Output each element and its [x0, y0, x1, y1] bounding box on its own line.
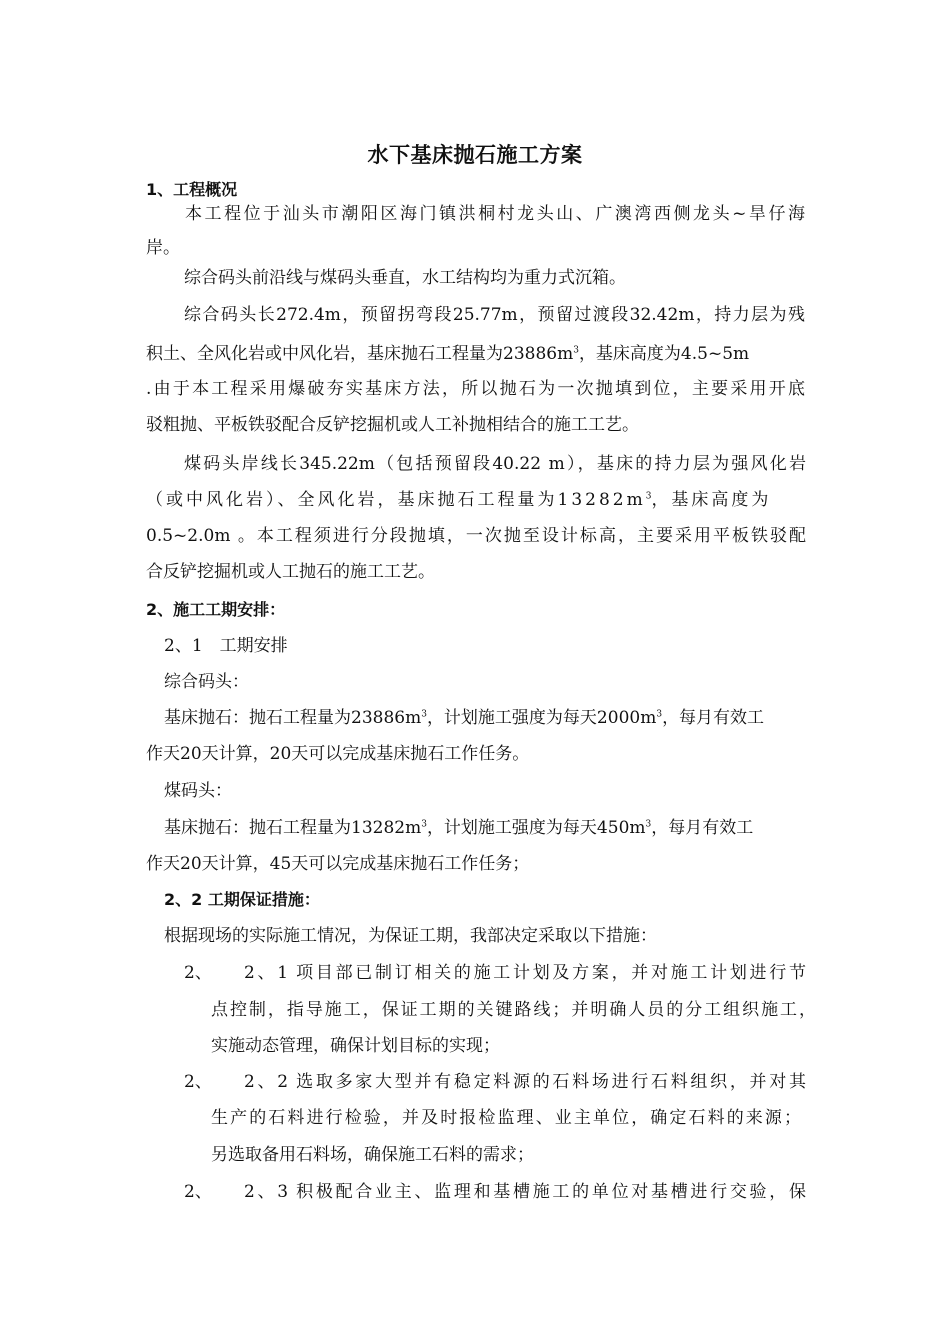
list-item-line: 生产的石料进行检验，并及时报检监理、业主单位，确定石料的来源； [211, 1108, 801, 1128]
paragraph-line: 驳粗抛、平板铁驳配合反铲挖掘机或人工补抛相结合的施工工艺。 [146, 415, 639, 435]
text-segment: ，每月有效工 [651, 818, 754, 838]
text-segment: 基床抛石：抛石工程量为13282m [164, 818, 422, 838]
paragraph-line: .由于本工程采用爆破夯实基床方法，所以抛石为一次抛填到位，主要采用开底 [146, 379, 805, 399]
subsection-heading-bold: 2、2 工期保证措施： [164, 890, 320, 909]
text-segment: ，每月有效工 [662, 708, 765, 728]
paragraph-line: 合反铲挖掘机或人工抛石的施工工艺。 [146, 562, 435, 582]
paragraph-line-with-sup [164, 706, 806, 730]
list-number: 2、 [184, 1182, 212, 1202]
text-segment: ，基床高度为4.5~5m [578, 344, 750, 364]
paragraph-line: 煤码头岸线长345.22m（包括预留段40.22 m），基床的持力层为强风化岩 [184, 454, 806, 474]
paragraph-line: 岸。 [146, 238, 180, 258]
section-heading-2: 2、施工工期安排： [146, 600, 286, 619]
section-heading-1: 1、工程概况 [146, 180, 238, 199]
text-segment: 积土、全风化岩或中风化岩，基床抛石工程量为23886m [146, 344, 574, 364]
paragraph-line: 煤码头： [164, 781, 232, 801]
text-segment: ，计划施工强度为每天450m [426, 818, 646, 838]
text-segment: ，基床高度为 [651, 490, 772, 510]
superscript: 3 [573, 345, 579, 356]
superscript: 3 [645, 491, 652, 502]
superscript: 3 [645, 819, 652, 830]
paragraph-line: 作天20天计算，45天可以完成基床抛石工作任务； [146, 854, 530, 874]
document-title: 水下基床抛石施工方案 [367, 143, 583, 167]
paragraph-line: 作天20天计算，20天可以完成基床抛石工作任务。 [146, 744, 530, 764]
superscript: 3 [421, 709, 427, 720]
list-item-line: 点控制，指导施工，保证工期的关键路线；并明确人员的分工组织施工， [211, 1000, 816, 1020]
text-segment: （或中风化岩）、全风化岩，基床抛石工程量为13282m [146, 490, 646, 510]
paragraph-line: 综合码头长272.4m，预留拐弯段25.77m，预留过渡段32.42m，持力层为残 [184, 305, 805, 325]
list-item-line: 2、1 项目部已制订相关的施工计划及方案，并对施工计划进行节 [244, 963, 806, 983]
paragraph-line: 根据现场的实际施工情况，为保证工期，我部决定采取以下措施： [164, 926, 657, 946]
list-number: 2、 [184, 963, 212, 983]
paragraph-line-with-sup [146, 488, 806, 512]
subsection-heading: 2、1 工期安排 [164, 636, 288, 656]
superscript: 3 [656, 709, 663, 720]
text-segment: 基床抛石：抛石工程量为23886m [164, 708, 422, 728]
text-segment: ，计划施工强度为每天2000m [426, 708, 657, 728]
paragraph-line: 综合码头前沿线与煤码头垂直，水工结构均为重力式沉箱。 [184, 268, 626, 288]
paragraph-line: 0.5~2.0m 。本工程须进行分段抛填，一次抛至设计标高，主要采用平板铁驳配 [146, 526, 806, 546]
list-item-line: 实施动态管理，确保计划目标的实现； [211, 1036, 500, 1056]
list-item-line: 2、3 积极配合业主、监理和基槽施工的单位对基槽进行交验，保 [244, 1182, 806, 1202]
list-item-line: 2、2 选取多家大型并有稳定料源的石料场进行石料组织，并对其 [244, 1072, 806, 1092]
paragraph-line-with-sup [146, 342, 806, 366]
list-number: 2、 [184, 1072, 212, 1092]
list-item-line: 另选取备用石料场，确保施工石料的需求； [211, 1145, 534, 1165]
paragraph-line: 综合码头： [164, 672, 249, 692]
superscript: 3 [421, 819, 427, 830]
paragraph-line-with-sup [164, 816, 806, 840]
paragraph-line: 本工程位于汕头市潮阳区海门镇洪桐村龙头山、广澳湾西侧龙头~旱仔海 [185, 204, 805, 224]
